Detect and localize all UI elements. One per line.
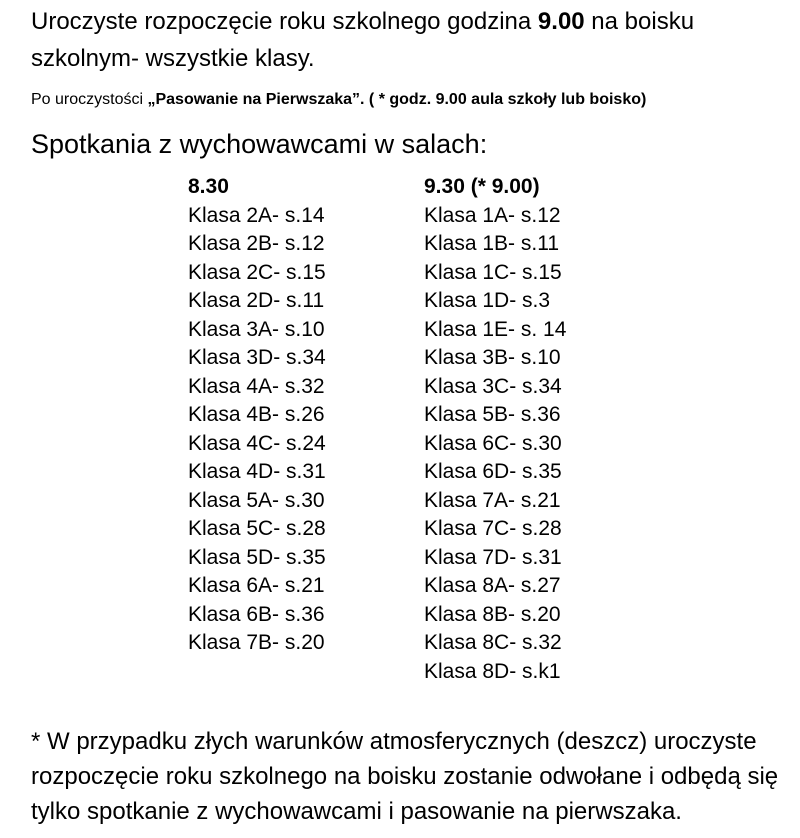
class-room-item: Klasa 1E- s. 14 xyxy=(424,317,567,341)
ceremony-note-bold: „Pasowanie na Pierwszaka”. ( * godz. 9.00 aula szkoły lub boisko) xyxy=(147,91,647,108)
schedule-column-second-slot xyxy=(424,173,566,686)
class-room-item: Klasa 4D- s.31 xyxy=(188,460,326,483)
class-room-item: Klasa 1D- s.3 xyxy=(424,289,551,312)
intro-text-part2: na boisku szkolnym- wszystkie klasy. xyxy=(31,8,695,72)
class-room-item: Klasa 2D- s.11 xyxy=(188,289,325,312)
class-room-item: Klasa 1C- s.15 xyxy=(424,260,562,284)
class-room-item: Klasa 4B- s.26 xyxy=(188,403,325,426)
class-room-item: Klasa 5A- s.30 xyxy=(188,488,325,512)
class-room-list xyxy=(424,202,566,687)
class-room-item: Klasa 1A- s.12 xyxy=(424,203,561,227)
slot-time-heading: 9.30 (* 9.00) xyxy=(424,175,540,198)
class-room-item: Klasa 3B- s.10 xyxy=(424,346,561,369)
class-room-item: Klasa 2B- s.12 xyxy=(188,232,325,255)
class-room-list xyxy=(188,202,326,658)
class-room-item: Klasa 8D- s.k1 xyxy=(424,659,561,683)
intro-text-part1: Uroczyste rozpoczęcie roku szkolnego godzina xyxy=(31,8,538,35)
class-room-item: Klasa 7D- s.31 xyxy=(424,545,562,569)
class-room-item: Klasa 6C- s.30 xyxy=(424,431,562,455)
class-room-item: Klasa 3C- s.34 xyxy=(424,374,562,398)
class-room-item: Klasa 5C- s.28 xyxy=(188,517,326,540)
class-room-item: Klasa 4C- s.24 xyxy=(188,431,326,455)
class-room-item: Klasa 7C- s.28 xyxy=(424,517,562,540)
class-room-item: Klasa 1B- s.11 xyxy=(424,232,560,255)
weather-footnote: * W przypadku złych warunków atmosferycznych (deszcz) uroczyste rozpoczęcie roku szkolnego na boisku zostanie odwołane i odbędą się tylko spotkanie z wychowawcami i pasowanie na pierwszaka. xyxy=(31,728,779,825)
class-room-item: Klasa 6B- s.36 xyxy=(188,602,325,626)
class-room-item: Klasa 3A- s.10 xyxy=(188,317,325,341)
class-room-item: Klasa 7B- s.20 xyxy=(188,631,325,654)
ceremony-time: 9.00 xyxy=(537,8,585,35)
schedule-column-first-slot xyxy=(188,173,326,658)
ceremony-note xyxy=(31,88,771,112)
class-room-item: Klasa 4A- s.32 xyxy=(188,374,325,398)
class-room-item: Klasa 8C- s.32 xyxy=(424,631,562,654)
class-room-item: Klasa 7A- s.21 xyxy=(424,488,561,512)
opening-ceremony-text xyxy=(31,3,771,77)
meetings-heading: Spotkania z wychowawcami w salach: xyxy=(31,129,488,159)
class-room-item: Klasa 5D- s.35 xyxy=(188,545,326,569)
slot-time-heading: 8.30 xyxy=(188,175,229,198)
class-room-item: Klasa 8A- s.27 xyxy=(424,574,561,597)
class-room-item: Klasa 2C- s.15 xyxy=(188,260,326,284)
class-room-item: Klasa 3D- s.34 xyxy=(188,346,326,369)
class-room-item: Klasa 2A- s.14 xyxy=(188,203,325,227)
class-room-item: Klasa 8B- s.20 xyxy=(424,602,561,626)
class-room-item: Klasa 6D- s.35 xyxy=(424,460,562,483)
ceremony-note-prefix: Po uroczystości xyxy=(31,91,148,108)
class-room-item: Klasa 6A- s.21 xyxy=(188,574,325,597)
class-room-item: Klasa 5B- s.36 xyxy=(424,403,561,426)
